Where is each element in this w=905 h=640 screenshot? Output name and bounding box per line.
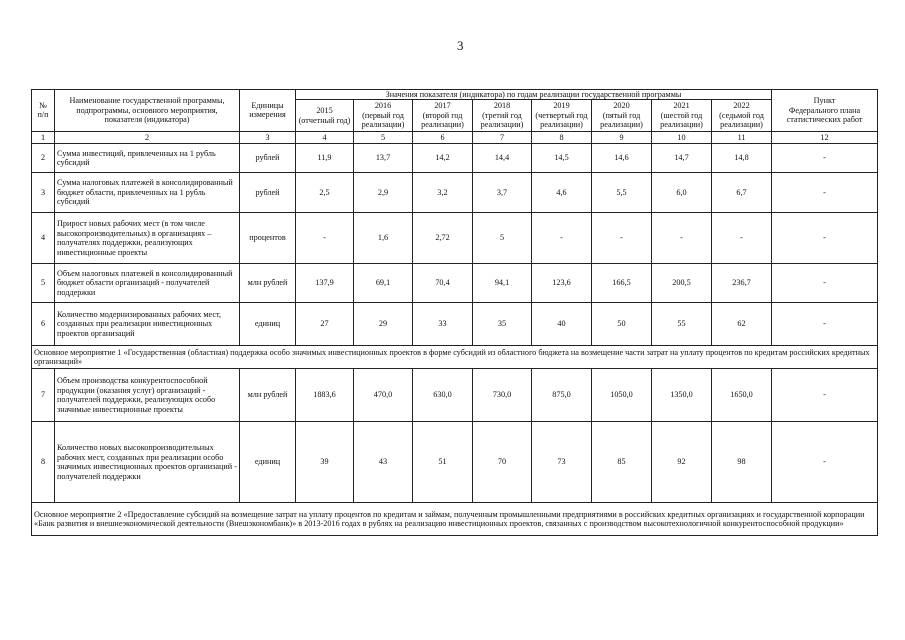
year-value: 1883,6: [296, 369, 354, 422]
year-value: 14,7: [652, 144, 712, 173]
year-value: 13,7: [354, 144, 413, 173]
year-value: 27: [296, 303, 354, 346]
year-value: 62: [712, 303, 772, 346]
year-value: 70,4: [413, 264, 473, 303]
year-value: 29: [354, 303, 413, 346]
year-value: 200,5: [652, 264, 712, 303]
column-number: 2: [55, 131, 240, 143]
unit: рублей: [240, 173, 296, 213]
year-value: 50: [592, 303, 652, 346]
year-value: 5: [473, 213, 532, 264]
section-row: [32, 346, 878, 369]
year-value: -: [592, 213, 652, 264]
indicator-name: Количество модернизированных рабочих мест, созданных при реализации инвестиционных проектов организаций: [55, 303, 240, 346]
unit: млн рублей: [240, 264, 296, 303]
year-value: 55: [652, 303, 712, 346]
year-value: 39: [296, 422, 354, 503]
table-row: [32, 303, 878, 346]
year-value: 51: [413, 422, 473, 503]
year-value: -: [712, 213, 772, 264]
table-row: [32, 369, 878, 422]
table-row: [32, 264, 878, 303]
year-value: 14,2: [413, 144, 473, 173]
column-number: 7: [473, 131, 532, 143]
plan-item: -: [772, 369, 878, 422]
header-name: Наименование государственной программы, подпрограммы, основного мероприятия, показателя (индикатора): [55, 90, 240, 132]
year-value: 14,5: [532, 144, 592, 173]
year-value: 33: [413, 303, 473, 346]
unit: рублей: [240, 144, 296, 173]
header-year-1: 2015 (отчетный год): [296, 100, 354, 131]
year-value: 69,1: [354, 264, 413, 303]
year-value: 123,6: [532, 264, 592, 303]
plan-item: -: [772, 422, 878, 503]
column-number: 12: [772, 131, 878, 143]
year-value: 3,7: [473, 173, 532, 213]
column-number: 11: [712, 131, 772, 143]
year-value: 40: [532, 303, 592, 346]
indicator-name: Количество новых высокопроизводительных рабочих мест, созданных при реализации особо значимых инвестиционных проектов организаций - получателей поддержки: [55, 422, 240, 503]
year-value: 1650,0: [712, 369, 772, 422]
header-unit: Единицы измерения: [240, 90, 296, 132]
table-row: [32, 213, 878, 264]
year-value: 14,8: [712, 144, 772, 173]
year-value: 92: [652, 422, 712, 503]
indicator-name: Сумма инвестиций, привлеченных на 1 рубль субсидий: [55, 144, 240, 173]
header-num: № п/п: [32, 90, 55, 132]
year-value: 1050,0: [592, 369, 652, 422]
header-years-group: Значения показателя (индикатора) по годам реализации государственной программы: [296, 90, 772, 100]
indicator-name: Объем производства конкурентоспособной продукции (оказания услуг) организаций - получателей поддержки, реализующих особо значимые инвестиционные проекты: [55, 369, 240, 422]
year-value: 11,9: [296, 144, 354, 173]
year-value: 166,5: [592, 264, 652, 303]
column-number: 9: [592, 131, 652, 143]
year-value: 14,4: [473, 144, 532, 173]
unit: процентов: [240, 213, 296, 264]
section-title: Основное мероприятие 2 «Предоставление субсидий на возмещение затрат на уплату процентов по кредитам и займам, полученным промышленными предприятиями в российских кредитных организациях и государственной корпорации «Банк развития и внешнеэкономической деятельности (Внешэкономбанк)» в 2013-2016 годах в рублях на реализацию инвестиционных проектов, связанных с производством высокотехнологичной конкурентоспособной продукции»: [32, 503, 878, 536]
header-year-2: 2016 (первый год реализации): [354, 100, 413, 131]
header-plan: Пункт Федерального плана статистических работ: [772, 90, 878, 132]
row-number: 2: [32, 144, 55, 173]
column-number-row: [32, 131, 878, 143]
table-row: [32, 422, 878, 503]
year-value: 73: [532, 422, 592, 503]
row-number: 8: [32, 422, 55, 503]
plan-item: -: [772, 303, 878, 346]
row-number: 5: [32, 264, 55, 303]
year-value: 630,0: [413, 369, 473, 422]
header-year-8: 2022 (седьмой год реализации): [712, 100, 772, 131]
year-value: 43: [354, 422, 413, 503]
unit: млн рублей: [240, 369, 296, 422]
table-row: [32, 173, 878, 213]
indicator-name: Прирост новых рабочих мест (в том числе высокопроизводительных) в организациях – получателях поддержки, реализующих инвестиционные проекты: [55, 213, 240, 264]
row-number: 7: [32, 369, 55, 422]
year-value: 2,72: [413, 213, 473, 264]
section-title: Основное мероприятие 1 «Государственная (областная) поддержка особо значимых инвестиционных проектов в форме субсидий из областного бюджета на возмещение части затрат на уплату процентов по кредитам российских кредитных организаций»: [32, 346, 878, 369]
year-value: 2,5: [296, 173, 354, 213]
unit: единиц: [240, 303, 296, 346]
column-number: 1: [32, 131, 55, 143]
column-number: 6: [413, 131, 473, 143]
year-value: 5,5: [592, 173, 652, 213]
year-value: 6,7: [712, 173, 772, 213]
year-value: 3,2: [413, 173, 473, 213]
year-value: 1,6: [354, 213, 413, 264]
indicator-name: Объем налоговых платежей в консолидированный бюджет области организаций - получателей поддержки: [55, 264, 240, 303]
header-year-7: 2021 (шестой год реализации): [652, 100, 712, 131]
header-year-3: 2017 (второй год реализации): [413, 100, 473, 131]
year-value: 14,6: [592, 144, 652, 173]
column-number: 4: [296, 131, 354, 143]
row-number: 6: [32, 303, 55, 346]
unit: единиц: [240, 422, 296, 503]
year-value: 4,6: [532, 173, 592, 213]
header-year-5: 2019 (четвертый год реализации): [532, 100, 592, 131]
table-row: [32, 144, 878, 173]
plan-item: -: [772, 213, 878, 264]
year-value: -: [532, 213, 592, 264]
year-value: -: [296, 213, 354, 264]
indicator-table: [31, 89, 878, 536]
year-value: 94,1: [473, 264, 532, 303]
plan-item: -: [772, 173, 878, 213]
year-value: 85: [592, 422, 652, 503]
year-value: 1350,0: [652, 369, 712, 422]
plan-item: -: [772, 264, 878, 303]
header-year-4: 2018 (третий год реализации): [473, 100, 532, 131]
header-row: [32, 90, 878, 100]
year-value: 730,0: [473, 369, 532, 422]
column-number: 8: [532, 131, 592, 143]
row-number: 3: [32, 173, 55, 213]
year-value: 137,9: [296, 264, 354, 303]
year-value: 70: [473, 422, 532, 503]
year-value: 875,0: [532, 369, 592, 422]
year-value: -: [652, 213, 712, 264]
year-value: 98: [712, 422, 772, 503]
plan-item: -: [772, 144, 878, 173]
year-value: 236,7: [712, 264, 772, 303]
indicator-name: Сумма налоговых платежей в консолидированный бюджет области, привлеченных на 1 рубль субсидий: [55, 173, 240, 213]
column-number: 3: [240, 131, 296, 143]
year-value: 470,0: [354, 369, 413, 422]
section-row: [32, 503, 878, 536]
year-value: 35: [473, 303, 532, 346]
year-value: 2,9: [354, 173, 413, 213]
page-number: 3: [457, 38, 464, 53]
year-value: 6,0: [652, 173, 712, 213]
column-number: 10: [652, 131, 712, 143]
row-number: 4: [32, 213, 55, 264]
header-year-6: 2020 (пятый год реализации): [592, 100, 652, 131]
column-number: 5: [354, 131, 413, 143]
